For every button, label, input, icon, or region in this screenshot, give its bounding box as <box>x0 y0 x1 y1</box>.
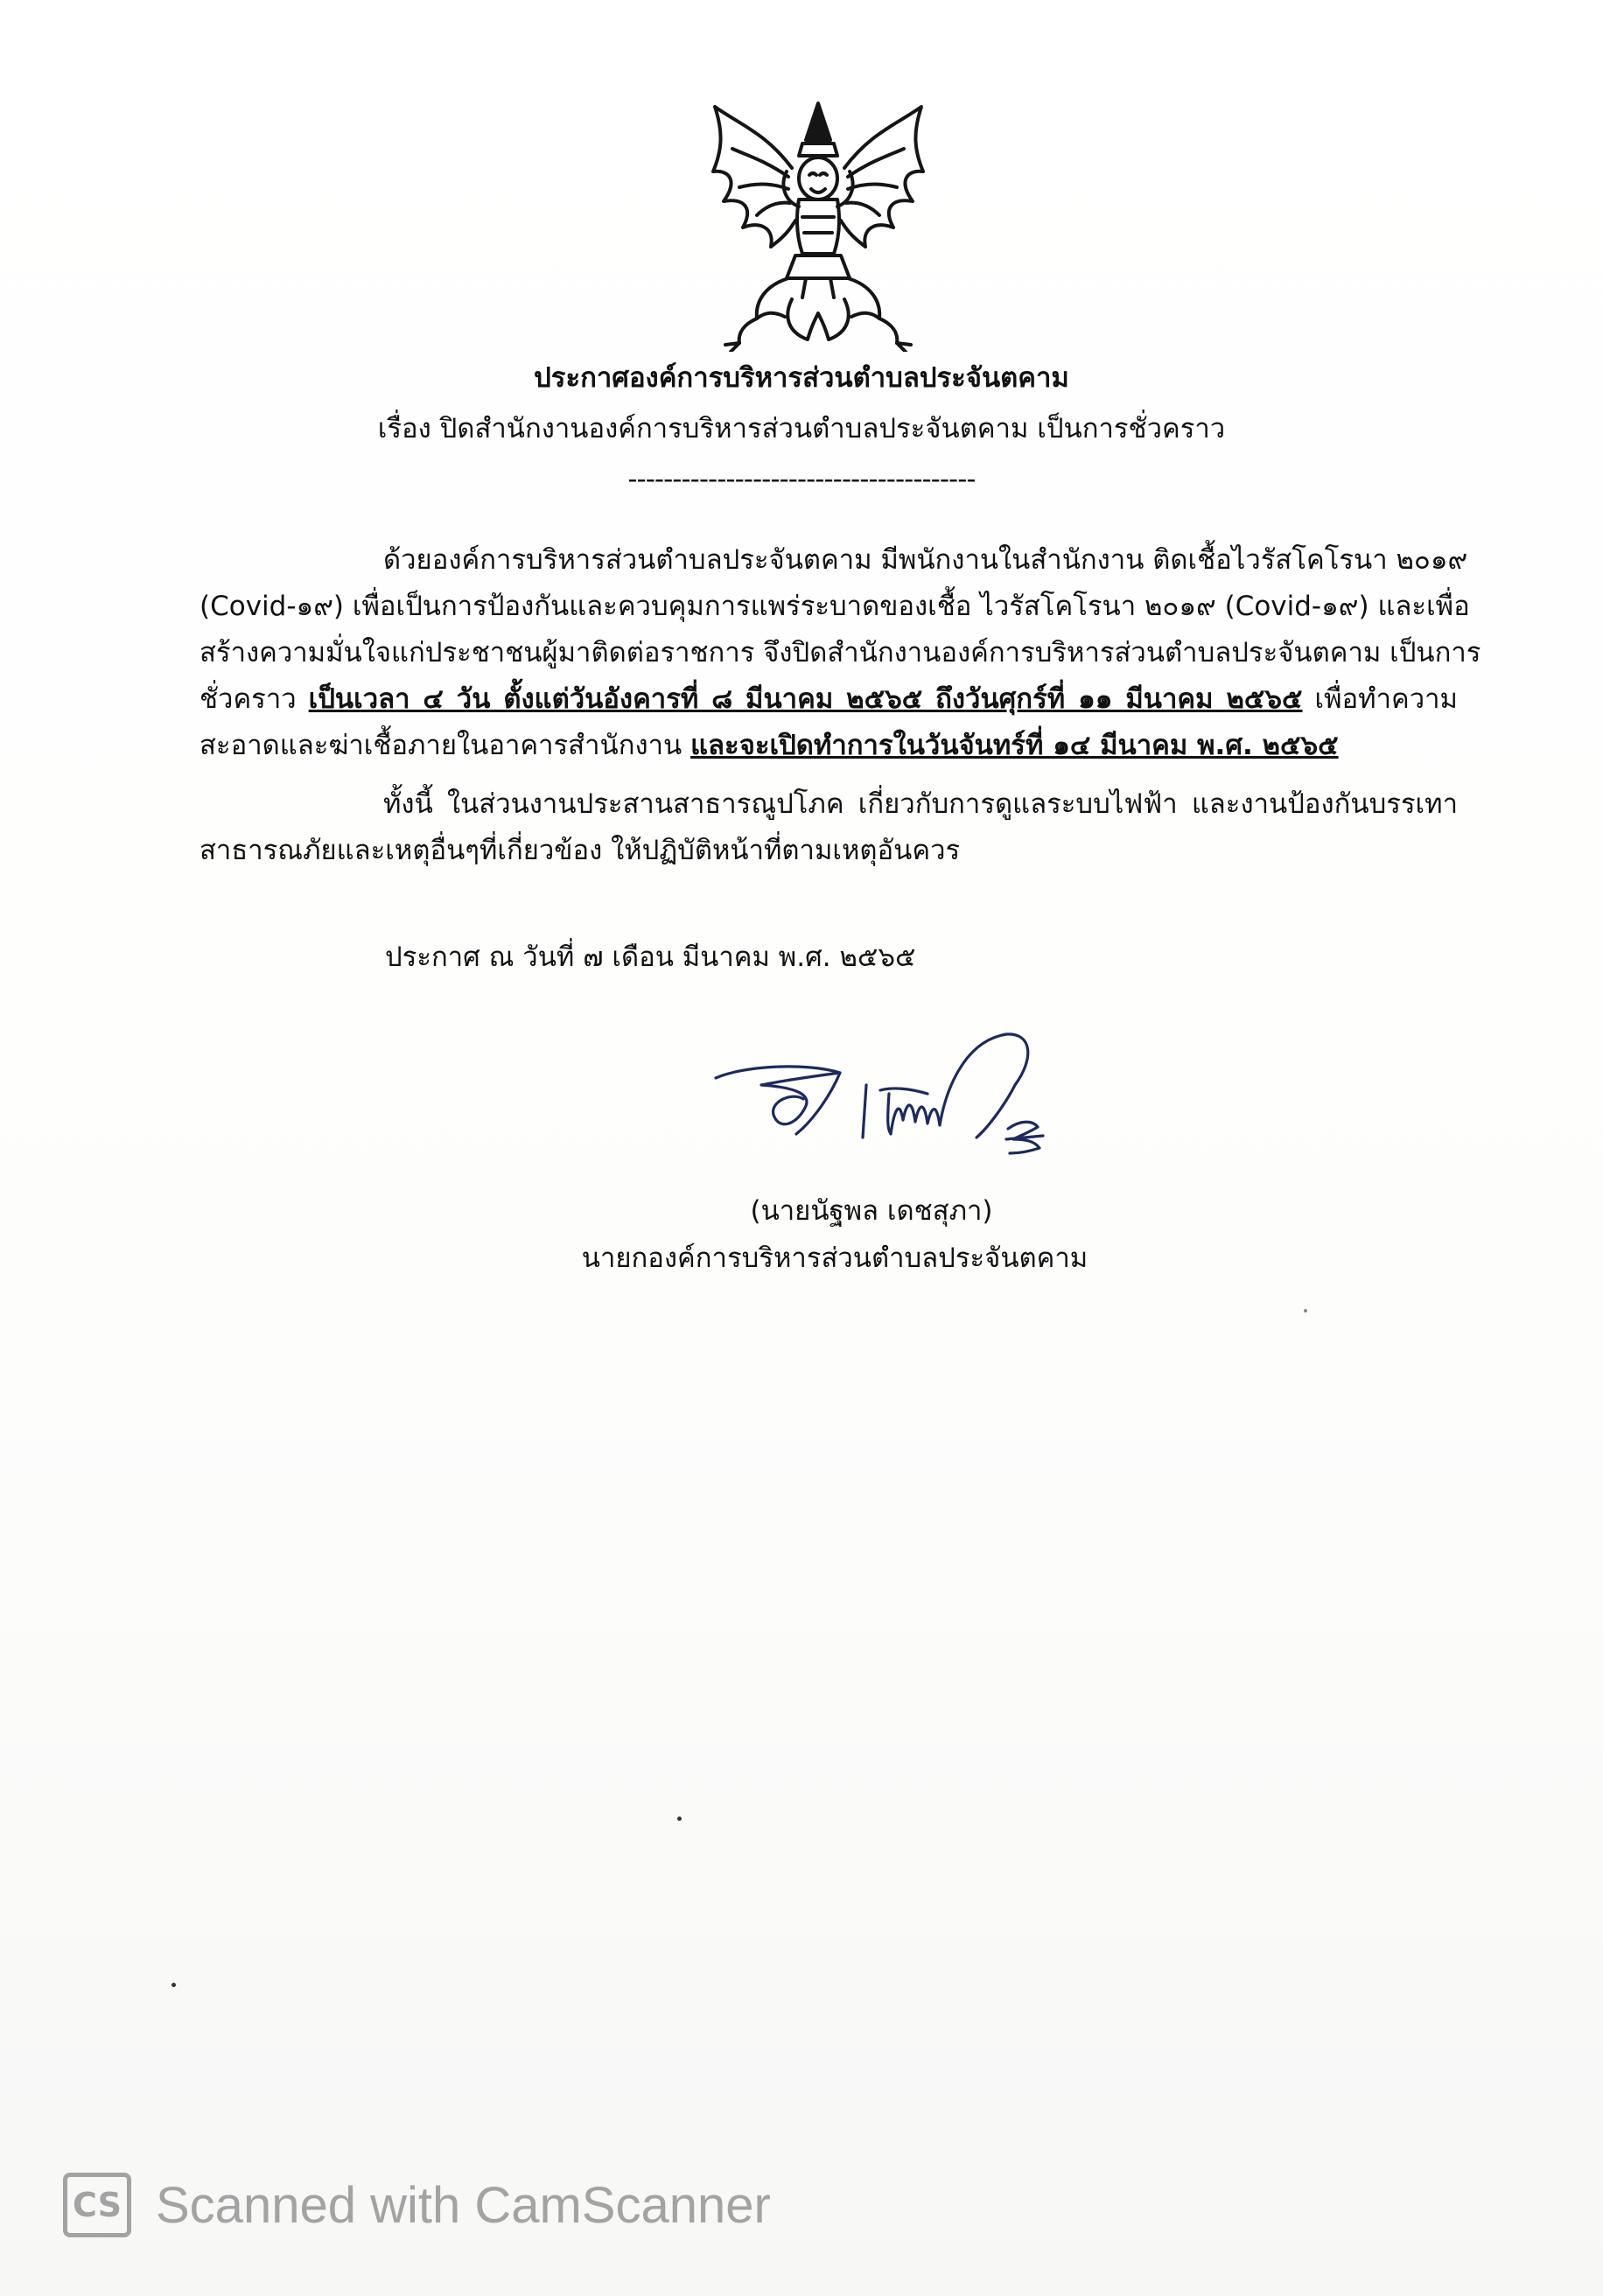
body-line-5-start: สะอาดและฆ่าเชื้อภายในอาคารสำนักงาน <box>200 730 682 761</box>
announcement-date: ประกาศ ณ วันที่ ๗ เดือน มีนาคม พ.ศ. ๒๕๖๕ <box>385 942 916 973</box>
camscanner-logo-icon: CS <box>63 2173 131 2237</box>
scan-speck <box>172 1983 176 1987</box>
body-line-7: สาธารณภัยและเหตุอื่นๆที่เกี่ยวข้อง ให้ปฏิบัติหน้าที่ตามเหตุอันควร <box>200 835 961 866</box>
body-line-5 <box>200 723 1458 769</box>
watermark-text: Scanned with CamScanner <box>156 2176 771 2234</box>
body-line-1: ด้วยองค์การบริหารส่วนตำบลประจันตคาม มีพนักงานในสำนักงาน ติดเชื้อไวรัสโคโรนา ๒๐๑๙ <box>383 544 1468 576</box>
camscanner-watermark <box>63 2172 771 2238</box>
closure-period-text: เป็นเวลา ๔ วัน ตั้งแต่วันอังคารที่ ๘ มีนาคม ๒๕๖๕ ถึงวันศุกร์ที่ ๑๑ มีนาคม ๒๕๖๕ <box>308 683 1303 715</box>
body-line-3: สร้างความมั่นใจแก่ประชาชนผู้มาติดต่อราชการ จึงปิดสำนักงานองค์การบริหารส่วนตำบลประจันตคาม เป็นการ <box>200 637 1481 668</box>
body-line-6: ทั้งนี้ ในส่วนงานประสานสาธารณูปโภค เกี่ยวกับการดูแลระบบไฟฟ้า และงานป้องกันบรรเทา <box>383 788 1458 820</box>
body-line-4-end: เพื่อทำความ <box>1314 683 1458 715</box>
signer-name: (นายนัฐพล เดชสุภา) <box>750 1195 993 1227</box>
reopen-date-text: และจะเปิดทำการในวันจันทร์ที่ ๑๔ มีนาคม พ.ศ. ๒๕๖๕ <box>690 730 1339 761</box>
document-subject: เรื่อง ปิดสำนักงานองค์การบริหารส่วนตำบลประจันตคาม เป็นการชั่วคราว <box>377 413 1226 444</box>
title-divider: --------------------------------------- <box>627 464 976 495</box>
body-line-2: (Covid-๑๙) เพื่อเป็นการป้องกันและควบคุมการแพร่ระบาดของเชื้อ ไวรัสโคโรนา ๒๐๑๙ (Covid-๑๙) และเพื่อ <box>200 591 1470 622</box>
garuda-emblem-icon <box>704 98 932 352</box>
handwritten-signature <box>709 1024 1076 1172</box>
document-title: ประกาศองค์การบริหารส่วนตำบลประจันตคาม <box>534 362 1069 394</box>
body-line-4-start: ชั่วคราว <box>200 683 297 715</box>
scan-speck <box>1304 1309 1307 1312</box>
signer-title: นายกองค์การบริหารส่วนตำบลประจันตคาม <box>581 1242 1088 1274</box>
scan-speck <box>677 1816 682 1821</box>
body-line-4 <box>200 676 1458 723</box>
